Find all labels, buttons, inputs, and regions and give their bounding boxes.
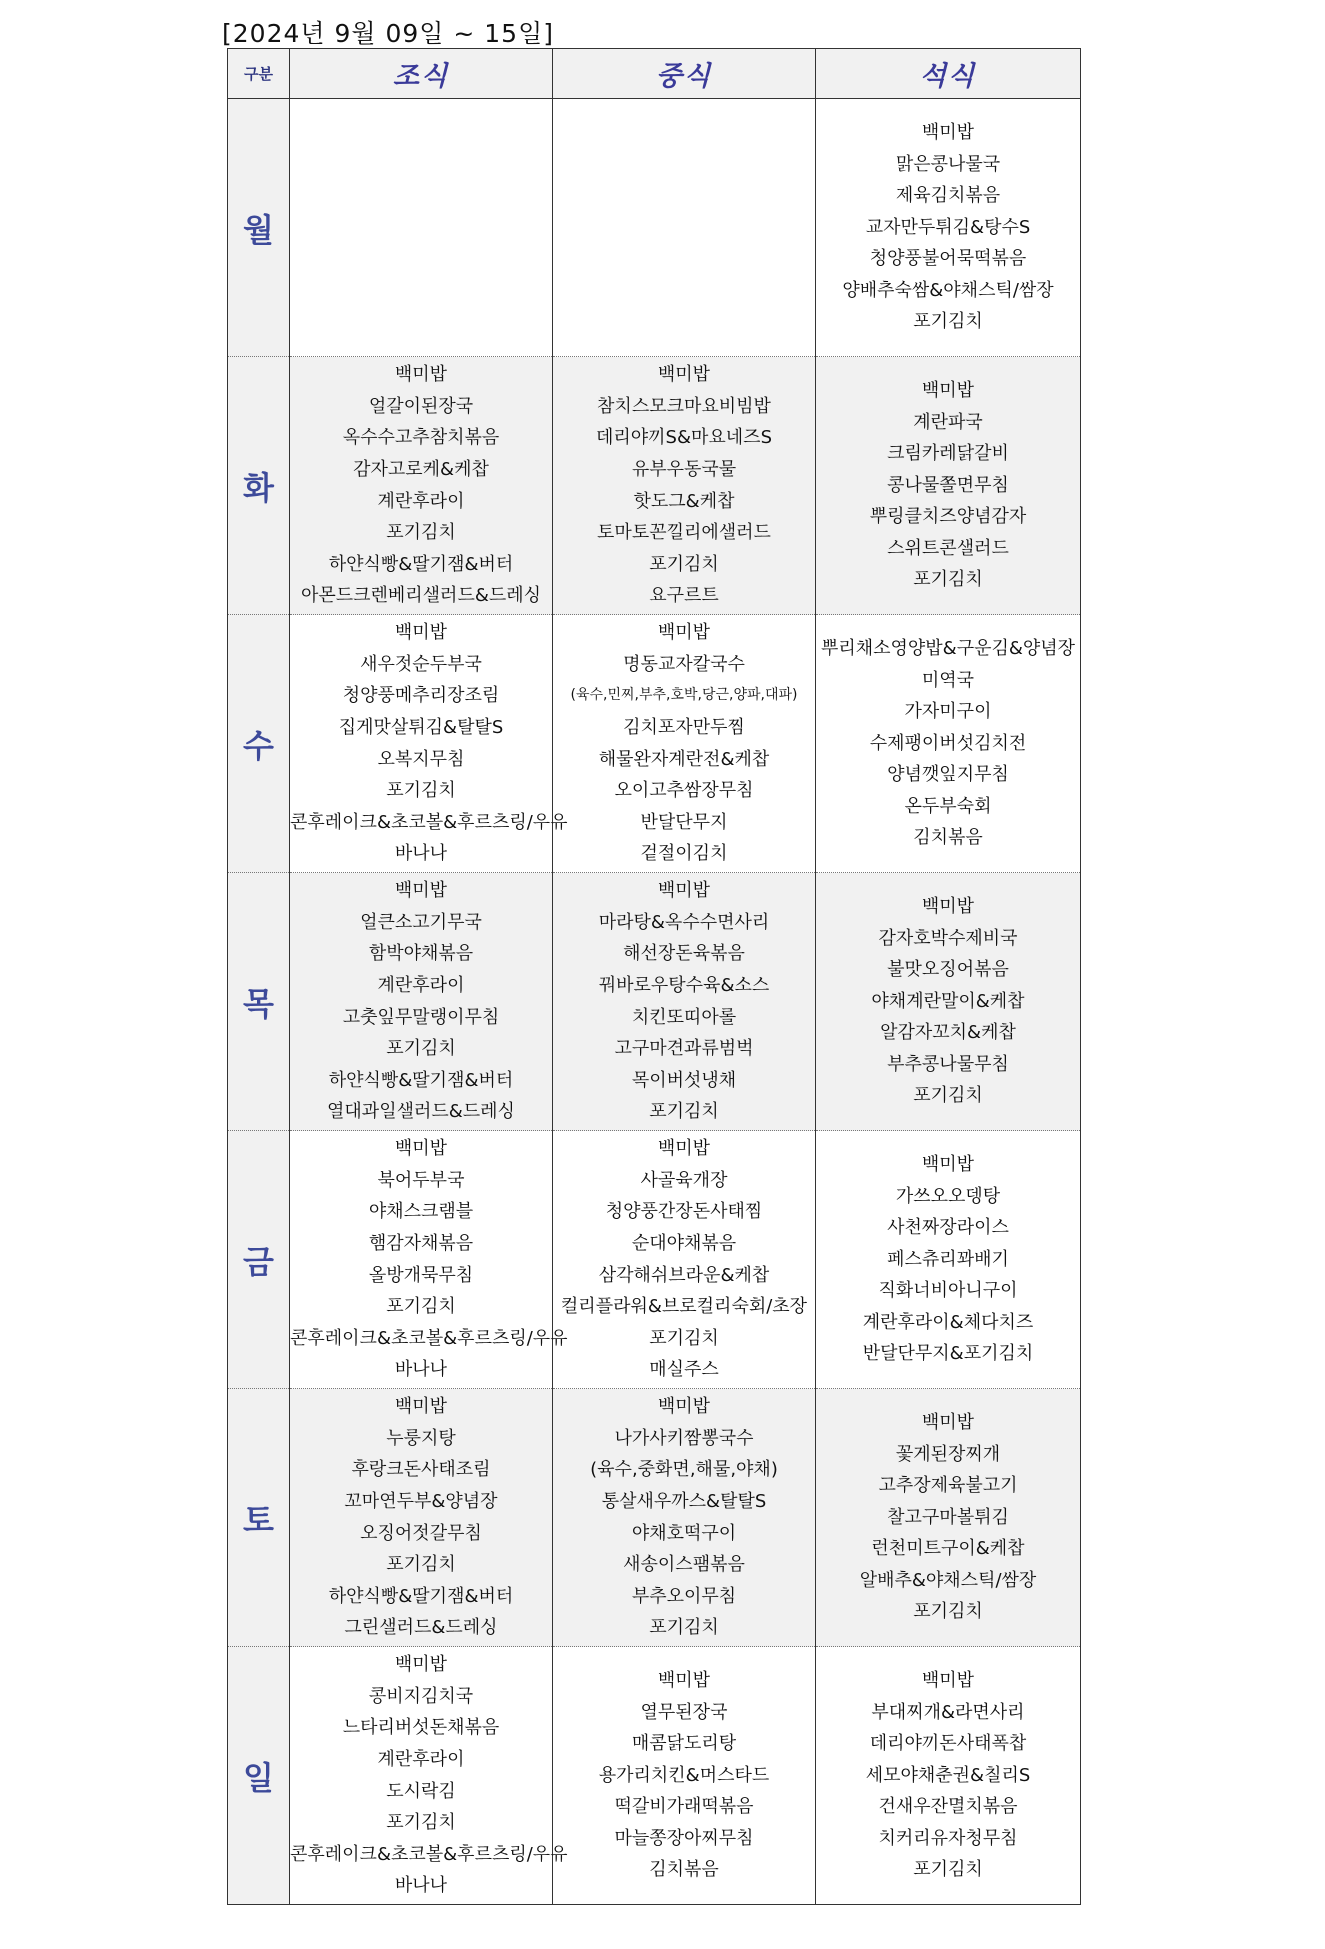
menu-item: 바나나 [394,843,448,865]
meal-menu-table [227,48,1081,1905]
menu-item: 사천짜장라이스 [887,1217,1009,1239]
menu-item: 얼갈이된장국 [368,395,474,417]
menu-item: 북어두부국 [377,1169,465,1191]
menu-item: 불맛오징어볶음 [887,959,1009,981]
menu-item: 열대과일샐러드&드레싱 [327,1101,515,1123]
menu-item: 런천미트구이&케찹 [871,1538,1025,1560]
menu-item: 떡갈비가래떡볶음 [614,1796,754,1818]
menu-item: 김치볶음 [649,1859,719,1881]
menu-item: 포기김치 [913,1085,983,1107]
menu-item: 그린샐러드&드레싱 [344,1617,498,1639]
menu-item: 백미밥 [657,364,711,386]
menu-item: 꼬마연두부&양념장 [344,1490,498,1512]
menu-item: 햄감자채볶음 [368,1232,474,1254]
menu-item: 미역국 [921,669,975,691]
day-label: 수 [228,615,290,873]
dinner-cell [816,1389,1081,1647]
menu-item: 청양풍불어묵떡볶음 [869,248,1027,270]
menu-item: 포기김치 [386,522,456,544]
menu-item: 꿔바로우탕수육&소스 [598,974,770,996]
menu-item: 통살새우까스&탈탈S [601,1490,767,1512]
menu-item: 백미밥 [394,622,448,644]
lunch-cell [553,1389,816,1647]
day-label: 일 [228,1647,290,1905]
menu-item: 포기김치 [386,1296,456,1318]
dinner-cell [816,1131,1081,1389]
breakfast-cell [290,1647,568,1905]
menu-item: 포기김치 [649,1101,719,1123]
day-row [228,1647,1081,1905]
menu-item: 포기김치 [913,569,983,591]
menu-item: 포기김치 [649,1327,719,1349]
menu-item: 바나나 [394,1359,448,1381]
menu-item: 청양풍메추리장조림 [342,685,500,707]
menu-item: 맑은콩나물국 [895,153,1001,175]
menu-item: 찰고구마볼튀김 [887,1506,1009,1528]
breakfast-cell [290,615,568,873]
day-row [228,1389,1081,1647]
menu-item: 마라탕&옥수수면사리 [598,911,770,933]
menu-item: 삼각해쉬브라운&케찹 [598,1264,770,1286]
day-label: 토 [228,1389,290,1647]
menu-item: 사골육개장 [640,1169,728,1191]
menu-item: (육수,민찌,부추,호박,당근,양파,대파) [570,687,798,704]
menu-item: 바나나 [394,1875,448,1897]
lunch-cell [553,357,816,615]
menu-item: 올방개묵무침 [368,1264,474,1286]
menu-item: 백미밥 [394,364,448,386]
menu-item: 겉절이김치 [640,843,728,865]
menu-item: 고춧잎무말랭이무침 [342,1006,500,1028]
menu-item: 계란후라이 [377,974,465,996]
menu-item: 나가사키짬뽕국수 [614,1427,754,1449]
menu-item: 유부우동국물 [631,458,737,480]
menu-item: 뿌링클치즈양념감자 [869,506,1027,528]
day-row [228,357,1081,615]
menu-item: 계란파국 [913,411,983,433]
menu-item: 반달단무지&포기김치 [862,1343,1034,1365]
menu-item: 교자만두튀김&탕수S [865,216,1031,238]
menu-item: 아몬드크렌베리샐러드&드레싱 [300,585,542,607]
menu-item: 치킨또띠아롤 [631,1006,737,1028]
menu-item: 백미밥 [921,895,975,917]
menu-item: 백미밥 [657,622,711,644]
menu-item: 콘후레이크&초코볼&후르츠링/우유 [290,811,568,833]
menu-item: 요구르트 [649,585,719,607]
menu-item: 백미밥 [394,880,448,902]
menu-item: 포기김치 [913,1859,983,1881]
menu-item: 야채스크램블 [368,1201,474,1223]
menu-item: 스위트콘샐러드 [887,537,1009,559]
menu-item: 수제팽이버섯김치전 [869,732,1027,754]
menu-item: 새송이스팸볶음 [623,1554,745,1576]
menu-item: 집게맛살튀김&탈탈S [338,716,504,738]
lunch-cell [553,615,816,873]
menu-item: 백미밥 [394,1138,448,1160]
menu-item: 포기김치 [913,311,983,333]
menu-item: 직화너비아니구이 [878,1280,1018,1302]
menu-item: 오징어젓갈무침 [360,1522,482,1544]
day-row [228,1131,1081,1389]
lunch-cell [553,1131,816,1389]
menu-item: 마늘쫑장아찌무침 [614,1827,754,1849]
menu-item: 참치스모크마요비빔밥 [597,395,771,417]
menu-item: 온두부숙회 [904,795,992,817]
menu-item: 누룽지탕 [386,1427,456,1449]
menu-item: (육수,중화면,해물,야채) [590,1459,778,1481]
menu-item: 뿌리채소영양밥&구운김&양념장 [820,637,1076,659]
menu-item: 도시락김 [386,1780,456,1802]
menu-item: 야채계란말이&케찹 [871,990,1025,1012]
lunch-cell [553,99,816,357]
menu-item: 옥수수고추참치볶음 [342,427,500,449]
menu-item: 감자호박수제비국 [878,927,1018,949]
menu-item: 콩비지김치국 [368,1685,474,1707]
menu-item: 크림카레닭갈비 [887,443,1009,465]
menu-item: 계란후라이 [377,490,465,512]
breakfast-label: 조식 [392,61,450,92]
menu-item: 부대찌개&라면사리 [871,1701,1025,1723]
menu-item: 백미밥 [657,1669,711,1691]
menu-item: 느타리버섯돈채볶음 [342,1717,500,1739]
menu-item: 꽃게된장찌개 [895,1443,1001,1465]
dinner-cell [816,615,1081,873]
menu-item: 얼큰소고기무국 [360,911,482,933]
menu-item: 백미밥 [921,1153,975,1175]
breakfast-cell [290,873,553,1131]
menu-item: 포기김치 [649,553,719,575]
menu-item: 야채호떡구이 [631,1522,737,1544]
menu-item: 포기김치 [386,780,456,802]
dinner-cell [816,357,1081,615]
menu-item: 후랑크돈사태조림 [351,1459,491,1481]
day-label: 화 [228,357,290,615]
menu-item: 용가리치킨&머스타드 [598,1764,770,1786]
menu-item: 부추콩나물무침 [887,1053,1009,1075]
menu-item: 페스츄리꽈배기 [887,1248,1009,1270]
menu-item: 반달단무지 [640,811,728,833]
menu-item: 컬리플라워&브로컬리숙회/초장 [560,1296,808,1318]
menu-item: 백미밥 [921,121,975,143]
day-label: 월 [228,99,290,357]
menu-item: 백미밥 [657,1396,711,1418]
day-label: 금 [228,1131,290,1389]
menu-item: 콩나물쫄면무침 [887,474,1009,496]
menu-item: 알감자꼬치&케찹 [880,1022,1016,1044]
menu-item: 백미밥 [921,1411,975,1433]
menu-item: 포기김치 [913,1601,983,1623]
menu-item: 백미밥 [394,1654,448,1676]
menu-item: 포기김치 [649,1617,719,1639]
menu-item: 순대야채볶음 [631,1232,737,1254]
menu-item: 포기김치 [386,1038,456,1060]
breakfast-cell [290,99,553,357]
breakfast-cell [290,357,553,615]
menu-item: 오이고추쌈장무침 [614,780,754,802]
menu-item: 제육김치볶음 [895,185,1001,207]
dinner-cell [816,873,1081,1131]
menu-item: 열무된장국 [640,1701,728,1723]
menu-item: 하얀식빵&딸기잼&버터 [328,1069,514,1091]
lunch-cell [553,1647,816,1905]
header-lunch [553,49,816,99]
menu-item: 세모야채춘권&칠리S [865,1764,1031,1786]
day-row [228,873,1081,1131]
menu-item: 함박야채볶음 [368,943,474,965]
menu-item: 오복지무침 [377,748,465,770]
dinner-cell [816,1647,1081,1905]
day-label: 목 [228,873,290,1131]
page-title: [2024년 9월 09일 ~ 15일] [222,19,554,48]
header-dinner [816,49,1081,99]
menu-item: 목이버섯냉채 [631,1069,737,1091]
menu-item: 하얀식빵&딸기잼&버터 [328,1585,514,1607]
menu-item: 백미밥 [921,379,975,401]
menu-item: 가쓰오오뎅탕 [895,1185,1001,1207]
menu-item: 치커리유자청무침 [878,1827,1018,1849]
menu-item: 백미밥 [657,1138,711,1160]
menu-item: 계란후라이 [377,1748,465,1770]
menu-item: 해물완자계란전&케찹 [598,748,770,770]
header-category [228,49,290,99]
menu-item: 김치볶음 [913,827,983,849]
menu-item: 양념깻잎지무침 [887,764,1009,786]
menu-item: 핫도그&케찹 [633,490,735,512]
menu-item: 감자고로케&케찹 [353,458,489,480]
menu-item: 고구마견과류범벅 [614,1038,754,1060]
menu-item: 가자미구이 [904,701,992,723]
menu-item: 매실주스 [649,1359,719,1381]
day-row [228,99,1081,357]
menu-item: 해선장돈육볶음 [623,943,745,965]
menu-item: 청양풍간장돈사태찜 [605,1201,763,1223]
menu-item: 데리야끼S&마요네즈S [596,427,772,449]
header-row [228,49,1081,99]
menu-item: 포기김치 [386,1812,456,1834]
menu-item: 콘후레이크&초코볼&후르츠링/우유 [290,1327,568,1349]
menu-item: 고추장제육불고기 [878,1475,1018,1497]
menu-item: 토마토꼰낄리에샐러드 [597,522,771,544]
menu-item: 콘후레이크&초코볼&후르츠링/우유 [290,1843,568,1865]
menu-item: 매콤닭도리탕 [631,1733,737,1755]
menu-item: 건새우잔멸치볶음 [878,1796,1018,1818]
menu-item: 포기김치 [386,1554,456,1576]
menu-item: 하얀식빵&딸기잼&버터 [328,553,514,575]
menu-item: 백미밥 [921,1669,975,1691]
lunch-label: 중식 [655,61,713,92]
breakfast-cell [290,1389,553,1647]
menu-item: 명동교자칼국수 [623,653,745,675]
dinner-cell [816,99,1081,357]
day-row [228,615,1081,873]
menu-item: 백미밥 [657,880,711,902]
menu-item: 부추오이무침 [631,1585,737,1607]
menu-item: 계란후라이&체다치즈 [862,1311,1034,1333]
breakfast-cell [290,1131,568,1389]
menu-item: 알배추&야채스틱/쌈장 [859,1569,1037,1591]
menu-item: 새우젓순두부국 [360,653,482,675]
menu-item: 백미밥 [394,1396,448,1418]
category-label: 구분 [244,65,273,83]
menu-item: 김치포자만두찜 [623,716,745,738]
menu-item: 양배추숙쌈&야채스틱/쌈장 [842,279,1054,301]
lunch-cell [553,873,816,1131]
header-breakfast [290,49,553,99]
dinner-label: 석식 [919,61,977,92]
menu-item: 데리야끼돈사태폭찹 [869,1733,1027,1755]
